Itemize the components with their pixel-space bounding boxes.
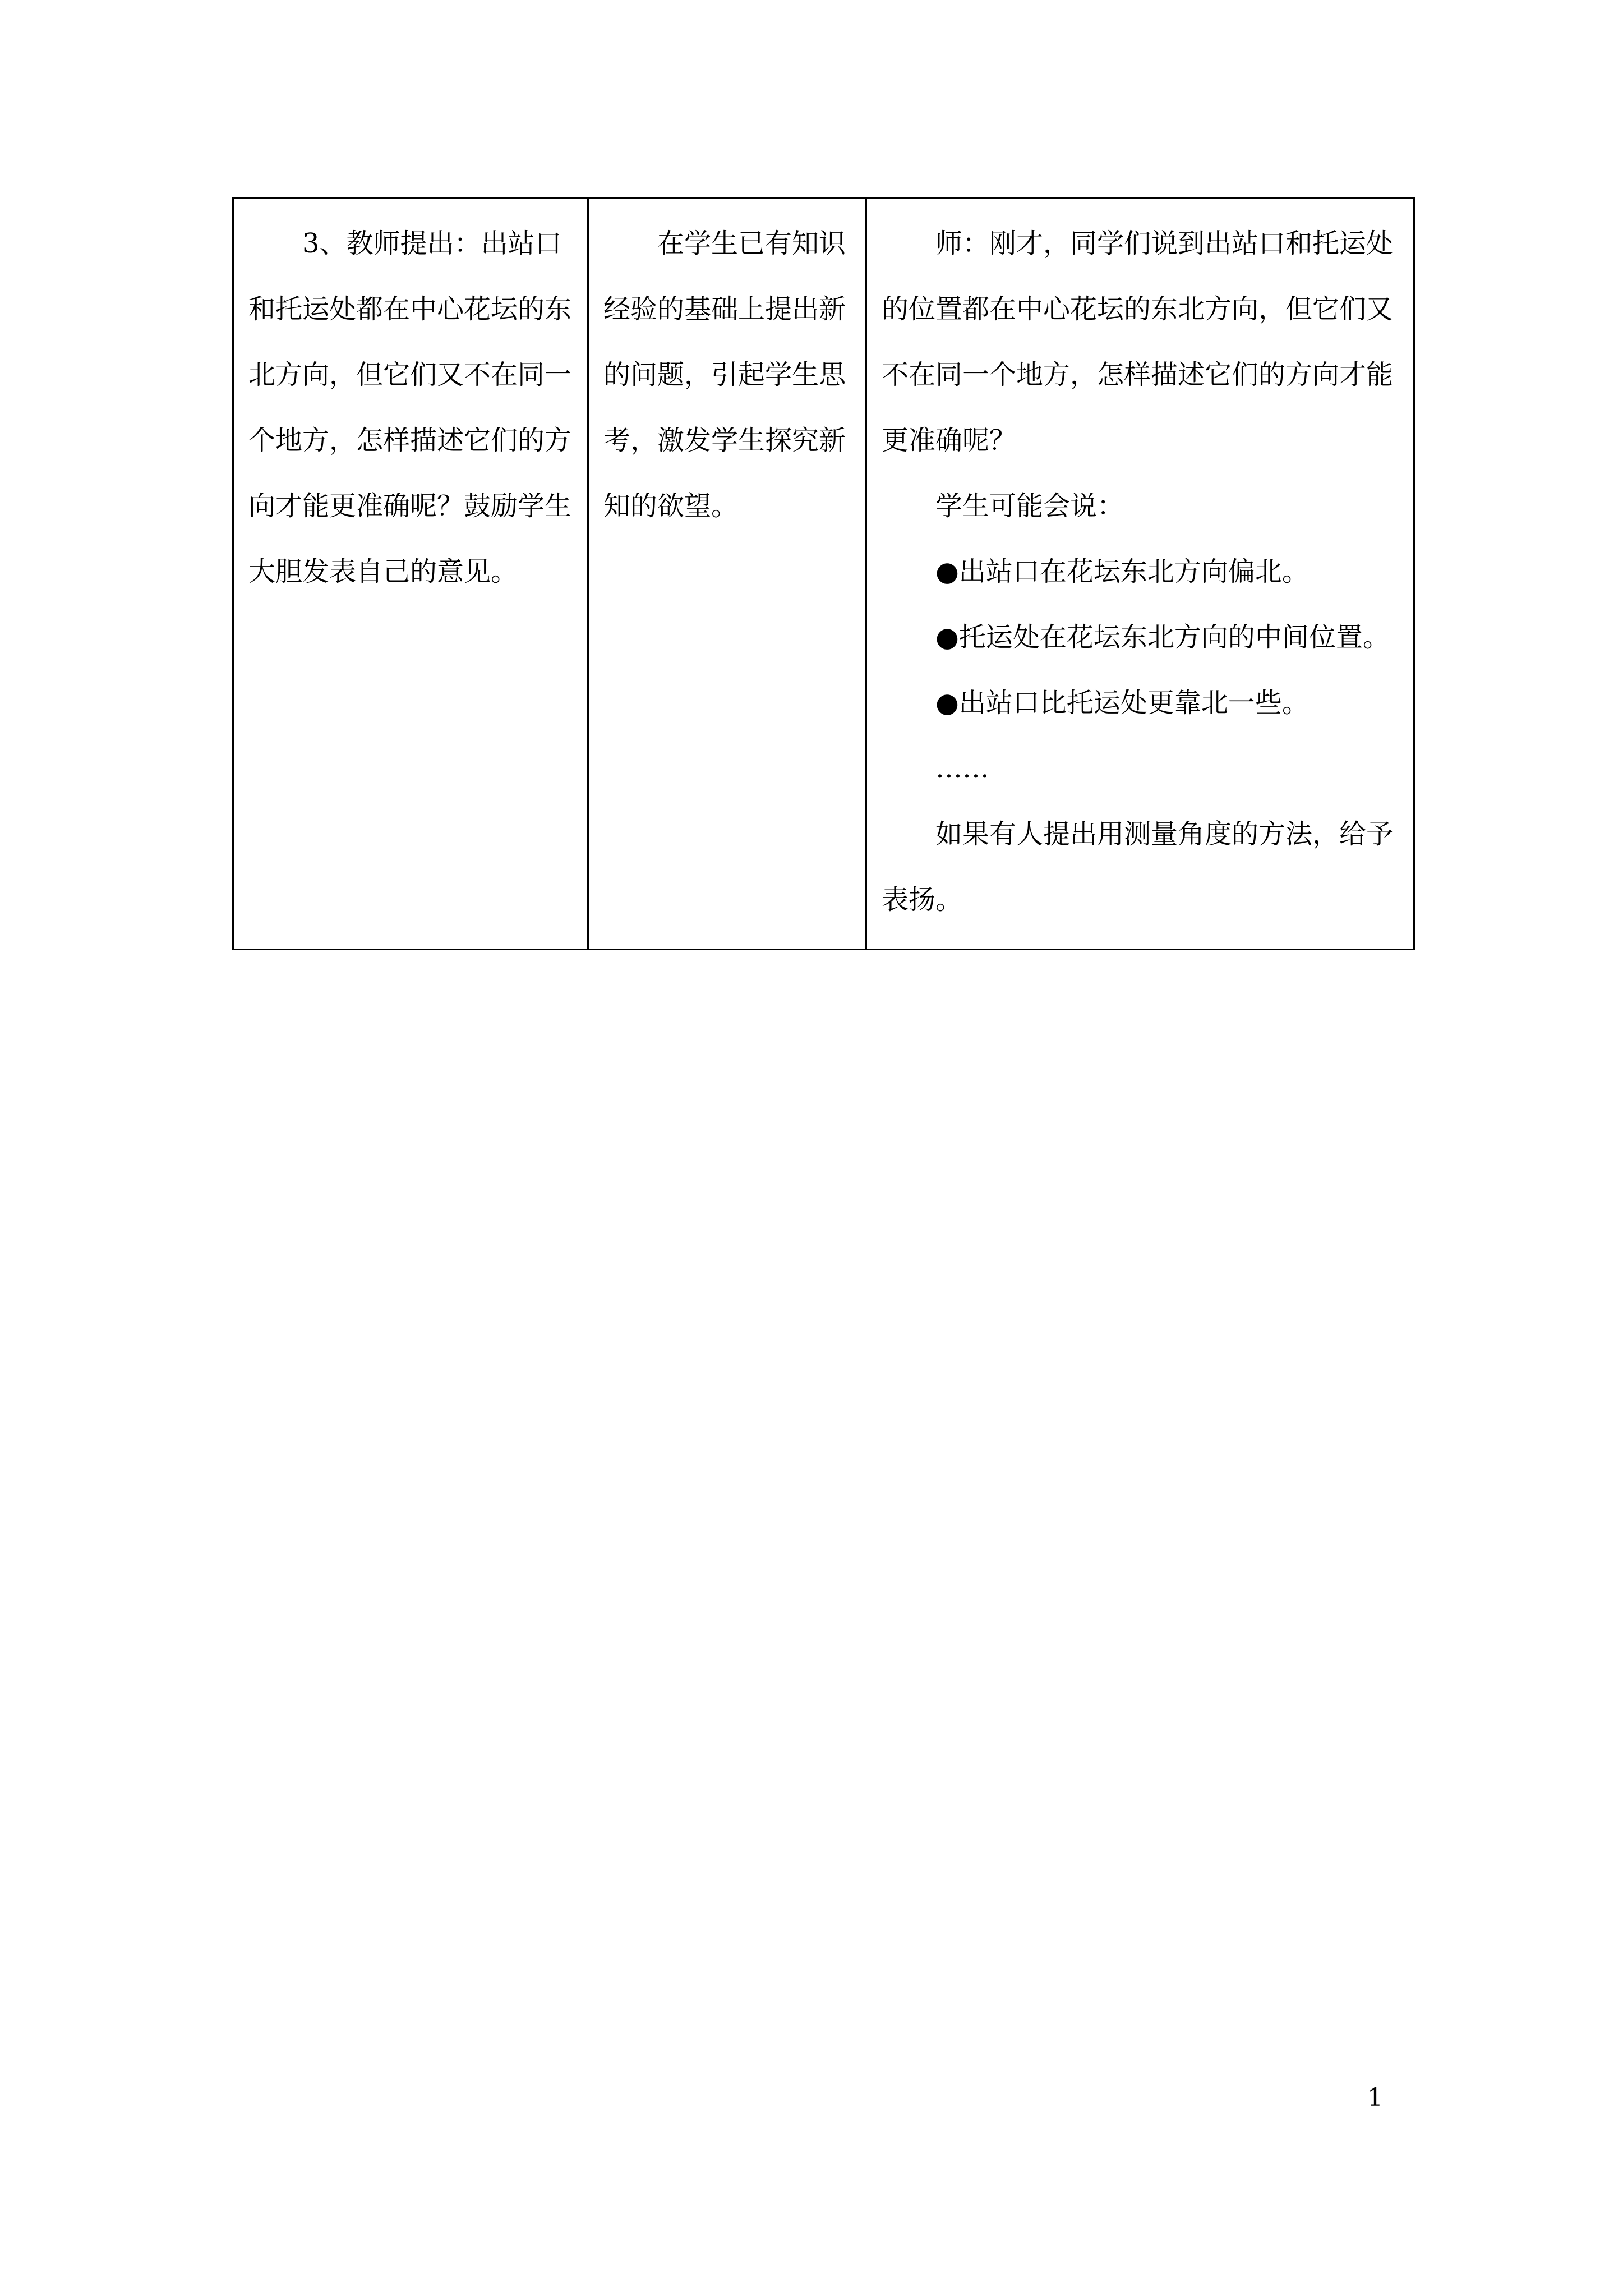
teaching-process-cell [233,198,588,950]
classroom-dialogue-cell [866,198,1414,950]
cell-paragraph: 学生可能会说： [935,490,1124,522]
lesson-plan-table [232,197,1415,950]
table-row [233,198,1414,950]
cell-paragraph: 在学生已有知识经验的基础上提出新的问题，引起学生思考，激发学生探究新知的欲望。 [603,228,846,522]
bullet-item: ●托运处在花坛东北方向的中间位置。 [935,622,1390,653]
ellipsis-line: …… [935,753,989,784]
cell-paragraph: 3、教师提出：出站口和托运处都在中心花坛的东北方向，但它们又不在同一个地方，怎样描述它们的方向才能更准确呢？鼓励学生大胆发表自己的意见。 [248,228,572,587]
cell-paragraph: 如果有人提出用测量角度的方法，给予表扬。 [882,818,1394,915]
bullet-item: ●出站口比托运处更靠北一些。 [935,687,1309,719]
page-number: 1 [1367,2083,1383,2112]
bullet-item: ●出站口在花坛东北方向偏北。 [935,556,1309,587]
cell-paragraph: 师：刚才，同学们说到出站口和托运处的位置都在中心花坛的东北方向，但它们又不在同一个地方，怎样描述它们的方向才能更准确呢？ [882,228,1394,456]
design-intent-cell [588,198,866,950]
